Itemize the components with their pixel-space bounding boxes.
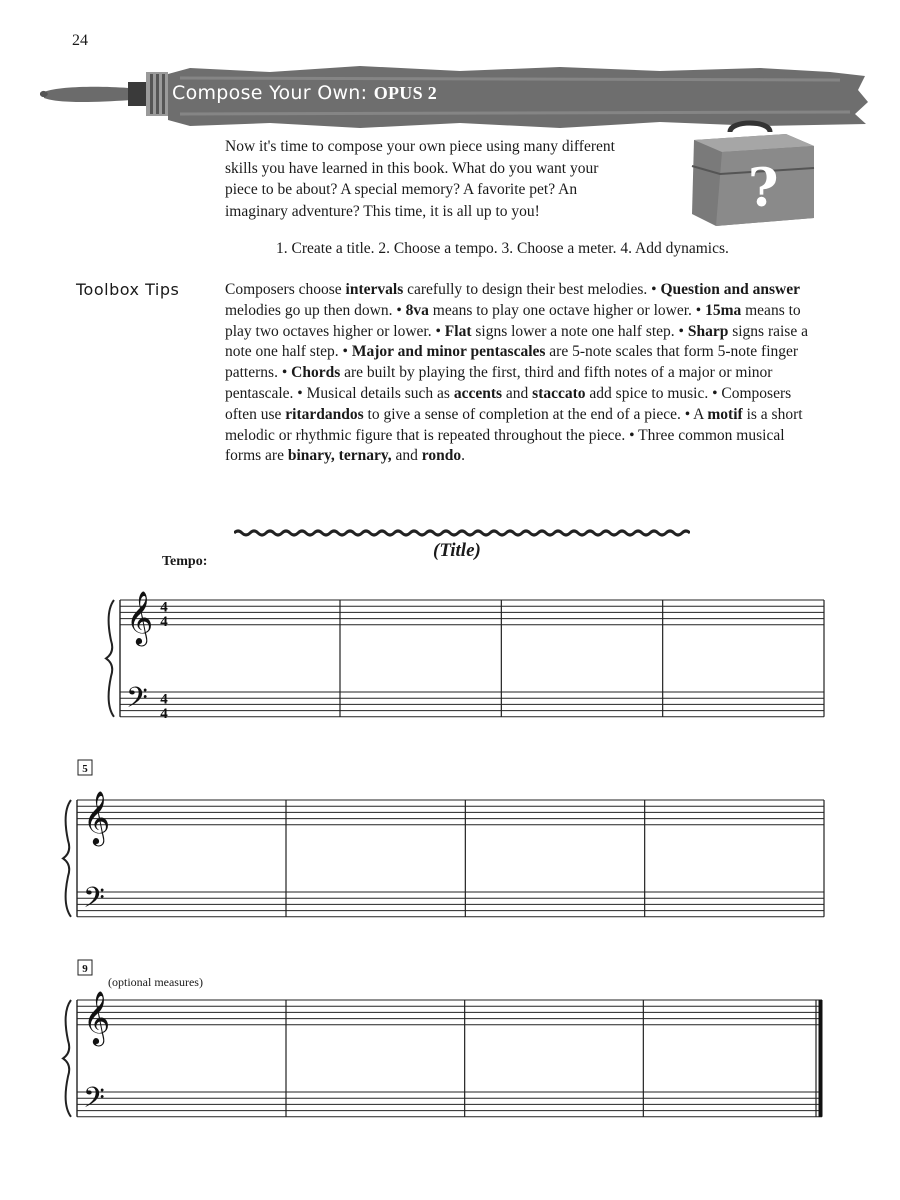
tip-text: signs lower a note one half step. • <box>471 322 688 340</box>
intro-line: skills you have learned in this book. What do you want your <box>225 159 599 177</box>
tip-term: 15ma <box>705 301 742 319</box>
treble-clef-icon: 𝄞 <box>126 589 154 644</box>
grand-staff-brace <box>63 1000 71 1117</box>
tip-term: Flat <box>444 322 472 340</box>
tip-term: binary, ternary, <box>287 447 392 465</box>
tip-text: to give a sense of completion at the end of a piece. • A <box>363 405 708 423</box>
tip-term: 8va <box>405 301 429 319</box>
bass-clef-icon: 𝄢 <box>126 681 148 722</box>
tip-term: ritardandos <box>285 405 364 423</box>
tempo-label: Tempo: <box>162 554 208 569</box>
grand-staff-brace <box>63 800 71 917</box>
page-number: 24 <box>72 32 88 49</box>
tip-text: . <box>461 447 465 465</box>
title-placeholder: (Title) <box>433 540 481 561</box>
tip-text: carefully to design their best melodies. • <box>403 281 661 298</box>
tip-term: Major and minor pentascales <box>351 343 546 361</box>
time-signature-top: 4 <box>160 599 168 616</box>
tip-term: Chords <box>291 364 341 382</box>
tip-text: and <box>391 447 422 465</box>
tip-term: rondo <box>421 447 462 465</box>
tip-text: are built by playing the first, third and fifth notes of a major or minor pentascale. • Musical details such as <box>225 364 773 402</box>
toolbox-tips-heading: Toolbox Tips <box>76 280 180 299</box>
intro-line: Now it's time to compose your own piece using many different <box>225 138 615 155</box>
time-signature-bottom: 4 <box>160 705 168 722</box>
tip-term: motif <box>707 405 743 423</box>
intro-line: imaginary adventure? This time, it is all up to you! <box>225 202 540 220</box>
steps-list: 1. Create a title. 2. Choose a tempo. 3. Choose a meter. 4. Add dynamics. <box>276 240 729 257</box>
time-signature-bottom: 4 <box>160 613 168 630</box>
svg-text:?: ? <box>748 158 779 219</box>
tip-text: means to play two octaves higher or lower. • <box>225 301 801 340</box>
tip-text: signs raise a note one half step. • <box>225 322 808 361</box>
banner-title-opus: OPUS 2 <box>373 83 438 103</box>
treble-clef-icon: 𝄞 <box>83 989 111 1044</box>
tip-text: and <box>502 384 533 402</box>
tip-text: means to play one octave higher or lower. • <box>428 301 706 319</box>
tip-term: staccato <box>532 384 586 402</box>
tip-text: are 5-note scales that form 5-note finger patterns. • <box>225 343 799 382</box>
tip-term: Sharp <box>687 322 729 340</box>
treble-clef-icon: 𝄞 <box>83 789 111 844</box>
tip-term: Question and answer <box>660 281 800 298</box>
tip-term: accents <box>453 384 503 402</box>
bass-clef-icon: 𝄢 <box>83 881 105 922</box>
tip-term: intervals <box>345 281 404 298</box>
tip-text: melodies go up then down. • <box>225 301 406 319</box>
grand-staff-brace <box>106 600 114 717</box>
tip-text: is a short melodic or rhythmic figure that is repeated throughout the piece. • Three common musical forms are <box>225 405 803 465</box>
tip-text: add spice to music. • Composers often use <box>225 384 792 423</box>
bass-clef-icon: 𝄢 <box>83 1081 105 1122</box>
banner-title-main: Compose Your Own: <box>172 82 368 104</box>
time-signature-top: 4 <box>160 691 168 708</box>
tip-text: Composers choose <box>225 281 346 298</box>
measure-number: 9 <box>82 963 88 975</box>
measure-number: 5 <box>82 763 88 775</box>
intro-line: piece to be about? A special memory? A favorite pet? An <box>225 181 578 198</box>
optional-measures-label: (optional measures) <box>108 975 203 989</box>
